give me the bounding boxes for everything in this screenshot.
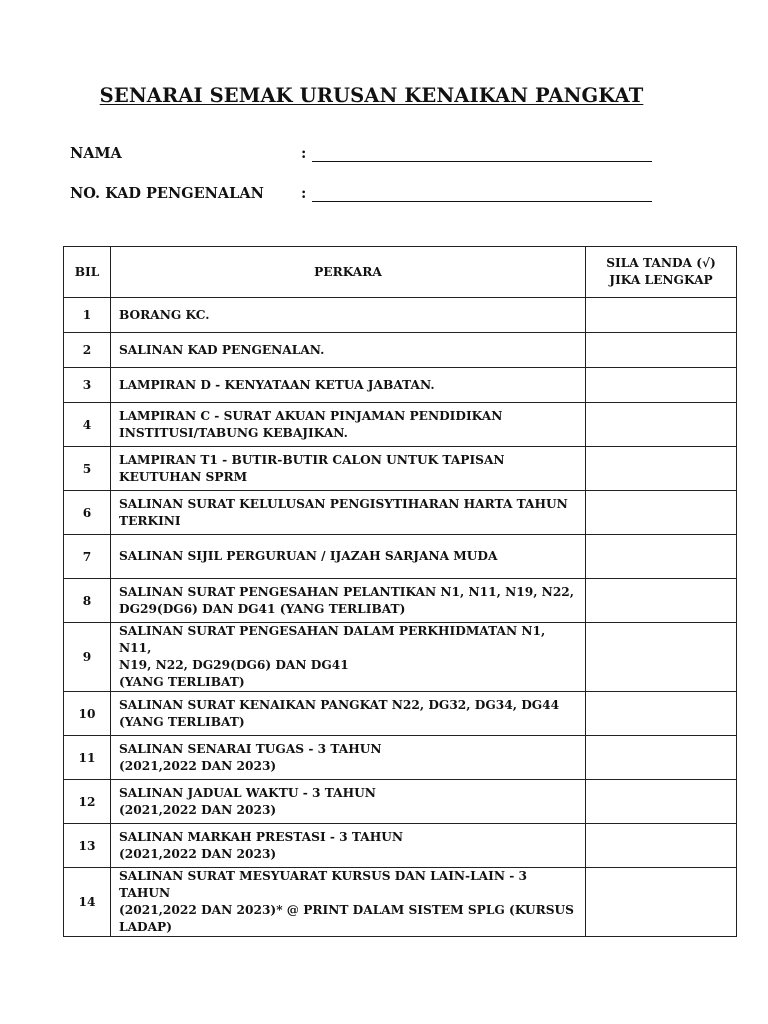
row-number: 14 bbox=[64, 868, 111, 937]
row-checkbox-cell[interactable] bbox=[586, 333, 737, 368]
table-row bbox=[64, 868, 737, 937]
row-number: 6 bbox=[64, 491, 111, 535]
header-bil: BIL bbox=[64, 247, 111, 298]
nama-blank-line[interactable] bbox=[312, 161, 652, 162]
row-item-line: SALINAN JADUAL WAKTU - 3 TAHUN bbox=[119, 785, 376, 800]
row-item-line: LAMPIRAN C - SURAT AKUAN PINJAMAN PENDIDIKAN bbox=[119, 408, 503, 423]
row-item-line: KEUTUHAN SPRM bbox=[119, 469, 248, 484]
row-number: 2 bbox=[64, 333, 111, 368]
checklist-table bbox=[63, 246, 737, 937]
ic-label: NO. KAD PENGENALAN bbox=[70, 185, 264, 202]
row-item-line: LADAP) bbox=[119, 920, 172, 934]
row-number: 5 bbox=[64, 447, 111, 491]
row-item-text bbox=[111, 333, 586, 368]
row-number: 9 bbox=[64, 623, 111, 692]
row-checkbox-cell[interactable] bbox=[586, 447, 737, 491]
row-item-line: SALINAN KAD PENGENALAN. bbox=[119, 342, 325, 357]
row-item-text bbox=[111, 692, 586, 736]
row-item-line: LAMPIRAN D - KENYATAAN KETUA JABATAN. bbox=[119, 377, 435, 392]
row-item-text bbox=[111, 368, 586, 403]
row-checkbox-cell[interactable] bbox=[586, 623, 737, 692]
row-item-line: (2021,2022 DAN 2023)* @ PRINT DALAM SISTEM SPLG (KURSUS bbox=[119, 903, 574, 917]
nama-label: NAMA bbox=[70, 145, 122, 162]
document-title: SENARAI SEMAK URUSAN KENAIKAN PANGKAT bbox=[99, 84, 644, 107]
header-perkara: PERKARA bbox=[111, 247, 586, 298]
row-item-text bbox=[111, 403, 586, 447]
row-checkbox-cell[interactable] bbox=[586, 824, 737, 868]
table-row bbox=[64, 780, 737, 824]
row-item-line: N19, N22, DG29(DG6) DAN DG41 bbox=[119, 658, 349, 672]
row-item-line: SALINAN SURAT PENGESAHAN PELANTIKAN N1, N11, N19, N22, bbox=[119, 584, 575, 599]
row-number: 4 bbox=[64, 403, 111, 447]
row-item-text bbox=[111, 447, 586, 491]
row-checkbox-cell[interactable] bbox=[586, 491, 737, 535]
row-checkbox-cell[interactable] bbox=[586, 579, 737, 623]
row-checkbox-cell[interactable] bbox=[586, 535, 737, 579]
table-body bbox=[64, 298, 737, 937]
table-row bbox=[64, 491, 737, 535]
table-row bbox=[64, 623, 737, 692]
header-tanda bbox=[586, 247, 737, 298]
table-row bbox=[64, 368, 737, 403]
row-item-line: SALINAN SURAT KELULUSAN PENGISYTIHARAN HARTA TAHUN bbox=[119, 496, 568, 511]
row-number: 13 bbox=[64, 824, 111, 868]
row-item-line: SALINAN SURAT KENAIKAN PANGKAT N22, DG32, DG34, DG44 bbox=[119, 697, 560, 712]
row-item-line: (2021,2022 DAN 2023) bbox=[119, 802, 277, 817]
row-checkbox-cell[interactable] bbox=[586, 298, 737, 333]
row-checkbox-cell[interactable] bbox=[586, 403, 737, 447]
row-checkbox-cell[interactable] bbox=[586, 736, 737, 780]
row-number: 11 bbox=[64, 736, 111, 780]
ic-colon: : bbox=[301, 185, 307, 202]
row-checkbox-cell[interactable] bbox=[586, 780, 737, 824]
table-row bbox=[64, 692, 737, 736]
row-number: 7 bbox=[64, 535, 111, 579]
row-item-line: BORANG KC. bbox=[119, 307, 210, 322]
table-header-row bbox=[64, 247, 737, 298]
row-checkbox-cell[interactable] bbox=[586, 368, 737, 403]
nama-colon: : bbox=[301, 145, 307, 162]
row-item-line: TERKINI bbox=[119, 513, 181, 528]
header-tanda-line2: JIKA LENGKAP bbox=[609, 273, 713, 287]
row-item-text bbox=[111, 579, 586, 623]
row-item-line: SALINAN SIJIL PERGURUAN / IJAZAH SARJANA MUDA bbox=[119, 549, 498, 563]
row-checkbox-cell[interactable] bbox=[586, 868, 737, 937]
table-row bbox=[64, 333, 737, 368]
row-item-line: LAMPIRAN T1 - BUTIR-BUTIR CALON UNTUK TAPISAN bbox=[119, 452, 505, 467]
row-item-line: DG29(DG6) DAN DG41 (YANG TERLIBAT) bbox=[119, 601, 406, 616]
row-item-line: (YANG TERLIBAT) bbox=[119, 714, 245, 729]
row-item-text bbox=[111, 535, 586, 579]
row-item-text bbox=[111, 868, 586, 937]
row-item-line: (YANG TERLIBAT) bbox=[119, 675, 245, 689]
row-number: 3 bbox=[64, 368, 111, 403]
header-tanda-line1: SILA TANDA (√) bbox=[606, 256, 716, 270]
ic-blank-line[interactable] bbox=[312, 201, 652, 202]
row-item-line: SALINAN SURAT MESYUARAT KURSUS DAN LAIN-LAIN - 3 TAHUN bbox=[119, 869, 527, 900]
row-item-text bbox=[111, 623, 586, 692]
row-item-line: SALINAN MARKAH PRESTASI - 3 TAHUN bbox=[119, 829, 404, 844]
row-number: 10 bbox=[64, 692, 111, 736]
table-row bbox=[64, 298, 737, 333]
table-row bbox=[64, 824, 737, 868]
row-item-line: SALINAN SURAT PENGESAHAN DALAM PERKHIDMATAN N1, N11, bbox=[119, 624, 546, 655]
row-item-line: INSTITUSI/TABUNG KEBAJIKAN. bbox=[119, 425, 348, 440]
row-item-line: (2021,2022 DAN 2023) bbox=[119, 846, 277, 861]
table-row bbox=[64, 736, 737, 780]
row-item-text bbox=[111, 298, 586, 333]
table-row bbox=[64, 447, 737, 491]
row-item-text bbox=[111, 824, 586, 868]
row-item-text bbox=[111, 491, 586, 535]
row-number: 12 bbox=[64, 780, 111, 824]
table-row bbox=[64, 403, 737, 447]
table-row bbox=[64, 535, 737, 579]
row-item-text bbox=[111, 736, 586, 780]
row-number: 8 bbox=[64, 579, 111, 623]
row-checkbox-cell[interactable] bbox=[586, 692, 737, 736]
row-number: 1 bbox=[64, 298, 111, 333]
row-item-line: SALINAN SENARAI TUGAS - 3 TAHUN bbox=[119, 741, 382, 756]
table-row bbox=[64, 579, 737, 623]
row-item-text bbox=[111, 780, 586, 824]
row-item-line: (2021,2022 DAN 2023) bbox=[119, 758, 277, 773]
